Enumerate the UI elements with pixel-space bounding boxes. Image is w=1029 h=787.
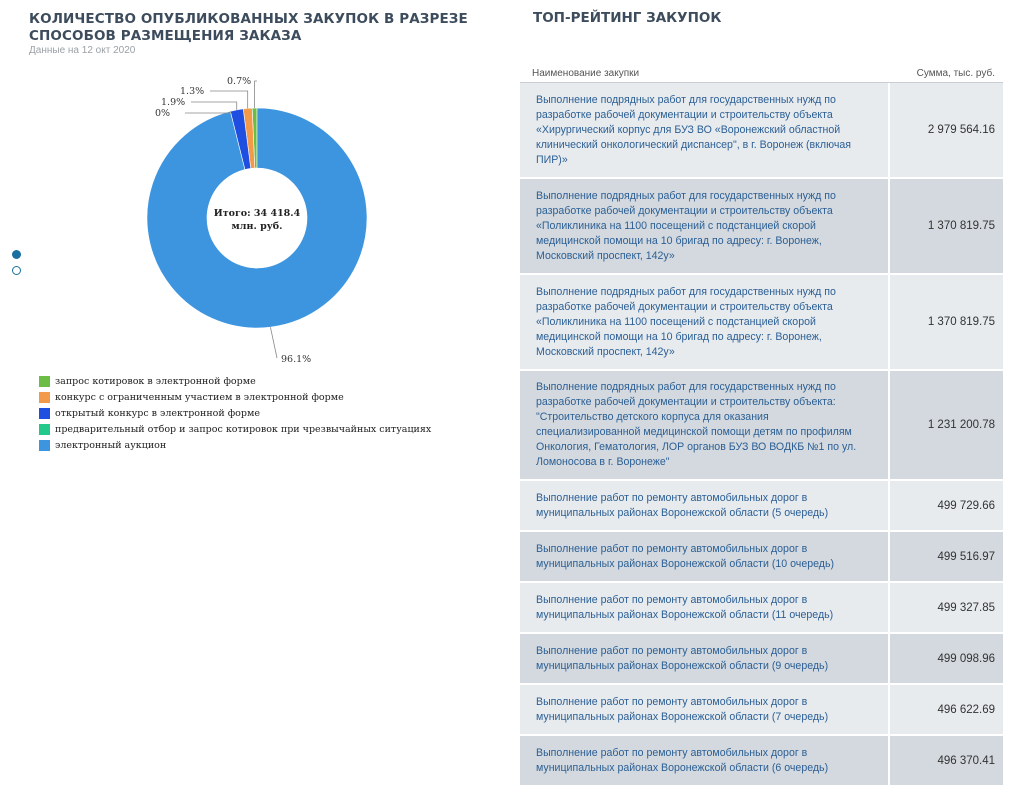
legend-swatch [39, 408, 50, 419]
chart-date: Данные на 12 окт 2020 [29, 45, 136, 56]
purchase-name[interactable]: Выполнение работ по ремонту автомобильных дорог в муниципальных районах Воронежской области (7 очередь) [520, 685, 888, 734]
table-row[interactable] [520, 736, 1003, 787]
purchase-sum: 499 516.97 [890, 532, 1003, 581]
legend-item[interactable] [39, 389, 431, 405]
purchase-sum: 496 370.41 [890, 736, 1003, 785]
slice-leader-2 [191, 102, 237, 110]
purchase-name[interactable]: Выполнение подрядных работ для государственных нужд по разработке рабочей документации и строительству объекта: "Строительство детского корпуса для оказания специализированной медицинской помощи детям по профилям Онкология, Гематология, ЛОР органов БУЗ ВО ВОДКБ №1 по ул. Ломоносова в г. Воронеже" [520, 371, 888, 479]
purchase-sum: 499 729.66 [890, 481, 1003, 530]
table-title: ТОП-РЕЙТИНГ ЗАКУПОК [533, 10, 722, 26]
slice-label-1: 1.3% [180, 86, 205, 97]
purchase-sum: 499 327.85 [890, 583, 1003, 632]
slice-leader-4 [270, 327, 277, 358]
table-row[interactable] [520, 481, 1003, 532]
purchase-sum: 1 231 200.78 [890, 371, 1003, 479]
purchase-name[interactable]: Выполнение подрядных работ для государственных нужд по разработке рабочей документации и строительству объекта «Поликлиника на 1100 посещений с подстанцией скорой медицинской помощи на 10 бригад по адресу: г. Воронеж, Московский проспект, 142у» [520, 179, 888, 273]
slice-label-4: 96.1% [281, 354, 312, 365]
legend-label: запрос котировок в электронной форме [55, 375, 256, 387]
slice-leader-0 [255, 81, 257, 108]
center-total-1: млн. руб. [231, 221, 283, 232]
table-body [520, 83, 1003, 787]
legend-label: конкурс с ограниченным участием в электронной форме [55, 391, 344, 403]
slice-label-2: 1.9% [161, 97, 186, 108]
top-purchases-table [520, 64, 1003, 787]
legend-swatch [39, 392, 50, 403]
legend-item[interactable] [39, 421, 431, 437]
chart-title: КОЛИЧЕСТВО ОПУБЛИКОВАННЫХ ЗАКУПОК В РАЗРЕЗЕ СПОСОБОВ РАЗМЕЩЕНИЯ ЗАКАЗА [29, 11, 468, 44]
legend-label: предварительный отбор и запрос котировок при чрезвычайных ситуациях [55, 423, 432, 435]
purchase-name[interactable]: Выполнение работ по ремонту автомобильных дорог в муниципальных районах Воронежской области (6 очередь) [520, 736, 888, 785]
header-name[interactable]: Наименование закупки [532, 67, 640, 79]
purchase-name[interactable]: Выполнение подрядных работ для государственных нужд по разработке рабочей документации и строительству объекта «Поликлиника на 1100 посещений с подстанцией скорой медицинской помощи на 10 бригад по адресу: г. Воронеж, Московский проспект, 142у» [520, 275, 888, 369]
header-sum[interactable]: Сумма, тыс. руб. [916, 67, 995, 79]
purchase-sum: 1 370 819.75 [890, 275, 1003, 369]
table-row[interactable] [520, 275, 1003, 371]
slice-label-0: 0.7% [227, 76, 252, 87]
table-row[interactable] [520, 179, 1003, 275]
legend-swatch [39, 440, 50, 451]
purchase-name[interactable]: Выполнение работ по ремонту автомобильных дорог в муниципальных районах Воронежской области (10 очередь) [520, 532, 888, 581]
chart-legend [39, 373, 431, 453]
legend-item[interactable] [39, 437, 431, 453]
table-row[interactable] [520, 532, 1003, 583]
purchase-sum: 2 979 564.16 [890, 83, 1003, 177]
center-total-0: Итого: 34 418.4 [213, 208, 301, 219]
legend-label: электронный аукцион [55, 439, 167, 451]
table-header [520, 64, 1003, 83]
legend-swatch [39, 424, 50, 435]
purchase-sum: 1 370 819.75 [890, 179, 1003, 273]
legend-item[interactable] [39, 373, 431, 389]
slice-label-3: 0% [155, 108, 171, 119]
purchase-name[interactable]: Выполнение работ по ремонту автомобильных дорог в муниципальных районах Воронежской области (9 очередь) [520, 634, 888, 683]
legend-item[interactable] [39, 405, 431, 421]
purchase-sum: 496 622.69 [890, 685, 1003, 734]
slice-leader-1 [210, 91, 248, 108]
purchase-name[interactable]: Выполнение подрядных работ для государственных нужд по разработке рабочей документации и строительству объекта «Хирургический корпус для БУЗ ВО «Воронежский областной клинический онкологический диспансер", в г. Воронеж (включая ПИР)» [520, 83, 888, 177]
purchase-name[interactable]: Выполнение работ по ремонту автомобильных дорог в муниципальных районах Воронежской области (5 очередь) [520, 481, 888, 530]
purchase-sum: 499 098.96 [890, 634, 1003, 683]
legend-swatch [39, 376, 50, 387]
legend-label: открытый конкурс в электронной форме [55, 407, 260, 419]
table-row[interactable] [520, 583, 1003, 634]
table-row[interactable] [520, 83, 1003, 179]
donut-chart [0, 60, 500, 370]
slice-leader-3 [185, 111, 230, 113]
table-row[interactable] [520, 685, 1003, 736]
table-row[interactable] [520, 371, 1003, 481]
purchase-name[interactable]: Выполнение работ по ремонту автомобильных дорог в муниципальных районах Воронежской области (11 очередь) [520, 583, 888, 632]
table-row[interactable] [520, 634, 1003, 685]
